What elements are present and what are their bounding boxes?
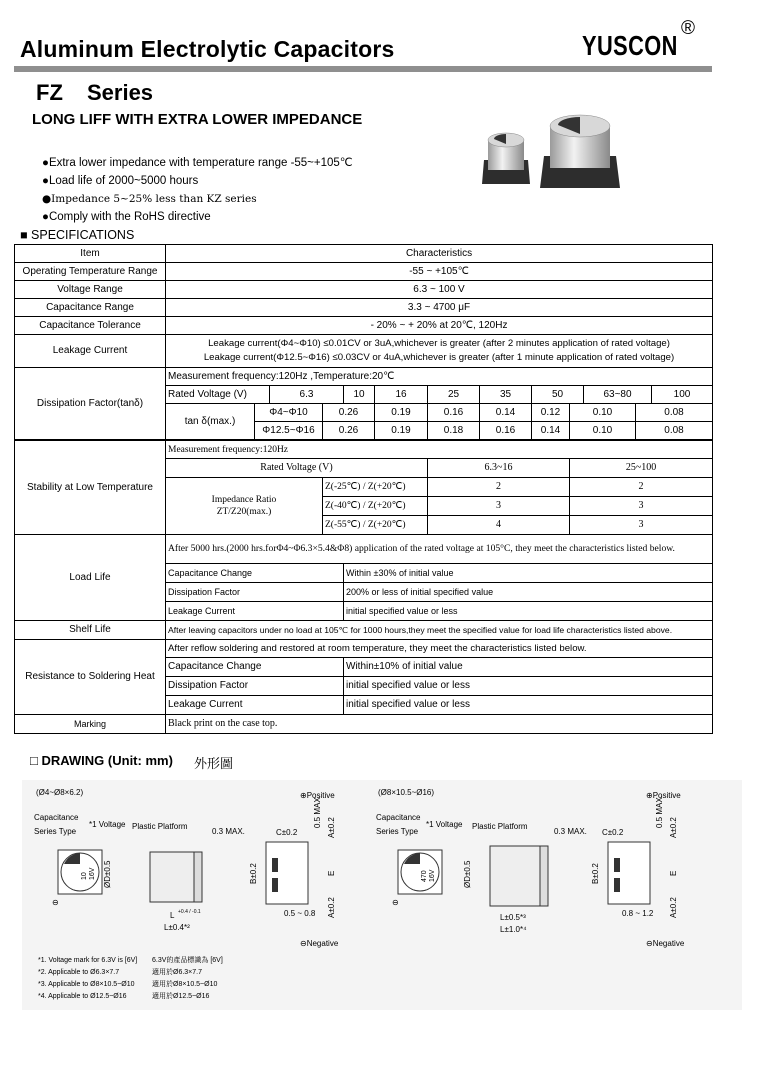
tan-value: 0.16 [480,422,532,441]
tan-value: 0.08 [636,404,713,422]
col-characteristics-header: Characteristics [166,245,713,263]
max03-label: 0.3 MAX. [554,827,587,836]
size-label-left: (Ø4~Ø8×6.2) [36,788,84,797]
stability-measure: Measurement frequency:120Hz [166,440,713,459]
impedance-value: 3 [570,497,713,516]
soldering-row-value: Within±10% of initial value [344,658,713,677]
impedance-value: 3 [570,516,713,535]
voltage-value: 6.3 ~ 100 V [166,281,713,299]
series-subtitle: LONG LIFF WITH EXTRA LOWER IMPEDANCE [32,111,363,128]
rated-voltage-label: Rated Voltage (V) [166,386,270,404]
note-zh: 6.3V的產品標識為 [6V] [152,957,223,964]
positive-label: ⊕Positive [300,791,335,800]
note-zh: 適用於Ø12.5~Ø16 [152,993,210,1000]
l-label-left: L [170,911,175,920]
feature-item: ●Load life of 2000~5000 hours [42,175,199,187]
marking-value: Black print on the case top. [166,715,713,734]
leakage-line-2: Leakage current(Φ12.5~Φ16) ≤0.03CV or 4uA,whichever is greater (after 1 minute application of rated voltage) [203,352,675,363]
registered-mark: ® [681,18,695,39]
dissipation-item: Dissipation Factor(tanδ) [15,368,166,441]
loadlife-row-value: Within ±30% of initial value [344,564,713,583]
terminal-left [272,858,278,872]
leakage-line-1: Leakage current(Φ4~Φ10) ≤0.01CV or 3uA,whichever is greater (after 2 minutes application of rated voltage) [208,338,670,349]
impedance-value: 2 [428,478,570,497]
voltage-label: *1 Voltage [89,820,126,829]
max03-label: 0.3 MAX. [212,827,245,836]
note-en: *2. Applicable to Ø6.3×7.7 [38,969,120,976]
series-title: FZ Series [36,80,154,105]
soldering-row-label: Capacitance Change [166,658,344,677]
cap-mark: 10 [81,872,88,880]
max05-label: 0.5 MAX. [655,795,664,828]
capacitance-value: 3.3 ~ 4700 μF [166,299,713,317]
platform-right [540,846,548,906]
rated-voltage-cell: 35 [480,386,532,404]
tan-value: 0.18 [428,422,480,441]
rated-voltage-cell: 10 [344,386,375,404]
b02-label: B±0.2 [591,863,600,884]
rated-voltage-cell: 16 [375,386,428,404]
note-en: *3. Applicable to Ø8×10.5~Ø10 [38,981,135,988]
tan-value: 0.14 [532,422,570,441]
impedance-value: 2 [570,478,713,497]
terminal-right [614,878,620,892]
platform-label: Plastic Platform [472,822,528,831]
rated-voltage-cell: 63~80 [584,386,652,404]
feature-item: ●Extra lower impedance with temperature range -55~+105℃ [42,157,353,169]
note-zh: 適用於Ø6.3×7.7 [152,969,202,976]
drawing-heading: □ DRAWING (Unit: mm) [30,753,173,768]
size-label-right: (Ø8×10.5~Ø16) [378,788,435,797]
tan-value: 0.19 [375,422,428,441]
max05-label: 0.5 MAX. [313,795,322,828]
l05-label: L±0.5*³ [500,913,526,922]
specifications-table [14,244,713,734]
minus-symbol: ⊖ [52,898,59,907]
feature-item: ●Comply with the RoHS directive [42,211,211,223]
voltage-item: Voltage Range [15,281,166,299]
l04-label: L±0.4*² [164,923,190,932]
rated-voltage-cell: 50 [532,386,584,404]
loadlife-desc: After 5000 hrs.(2000 hrs.forΦ4~Φ6.3×5.4&Φ8) application of the rated voltage at 105°C, they meet the characteristics listed below. [166,535,713,564]
impedance-ratio-line-2: ZT/Z20(max.) [216,507,272,517]
tolerance-item: Capacitance Tolerance [15,317,166,335]
capacitance-label: Capacitance [34,813,79,822]
rated-voltage-cell: 100 [652,386,713,404]
terminal-right [614,858,620,872]
tan-value: 0.26 [323,404,375,422]
e-label: E [327,870,336,876]
c02-label: C±0.2 [602,828,624,837]
stability-range-2: 25~100 [570,459,713,478]
note-en: *4. Applicable to Ø12.5~Ø16 [38,993,127,1000]
soldering-row-value: initial specified value or less [344,696,713,715]
stability-range-1: 6.3~16 [428,459,570,478]
dissipation-measure: Measurement frequency:120Hz ,Temperature:20℃ [166,368,713,386]
impedance-ratio-line-1: Impedance Ratio [211,495,277,505]
feature-list [42,154,353,226]
impedance-ratio-label [166,478,323,535]
soldering-row-label: Dissipation Factor [166,677,344,696]
page-title: Aluminum Electrolytic Capacitors [20,36,395,62]
temp-value: -55 ~ +105℃ [166,263,713,281]
range-left: 0.5 ~ 0.8 [284,909,316,918]
bottom-view-right [608,842,650,904]
size-range-2: Φ12.5~Φ16 [255,422,323,441]
tan-value: 0.10 [570,422,636,441]
loadlife-item: Load Life [15,535,166,621]
impedance-value: 3 [428,497,570,516]
rated-voltage-cell: 25 [428,386,480,404]
leakage-value [166,335,713,368]
rated-voltage-cell: 6.3 [270,386,344,404]
capacitance-label: Capacitance [376,813,421,822]
loadlife-row-label: Capacitance Change [166,564,344,583]
voltage-label: *1 Voltage [426,820,463,829]
feature-item: ●Impedance 5~25% less than KZ series [42,193,257,205]
positive-label: ⊕Positive [646,791,681,800]
shelf-value: After leaving capacitors under no load at 105℃ for 1000 hours,they meet the specified value for load life characteristics listed above. [166,621,713,640]
a02-label: A±0.2 [327,817,336,838]
loadlife-row-label: Leakage Current [166,602,344,621]
tan-value: 0.08 [636,422,713,441]
d05-label: ØD±0.5 [463,860,472,888]
l-tolerance-left: +0.4 / -0.1 [178,909,201,915]
stability-rated-label: Rated Voltage (V) [166,459,428,478]
soldering-item: Resistance to Soldering Heat [15,640,166,715]
cap-mark: 16V [89,867,96,880]
cap-mark: 16V [429,869,436,882]
specifications-heading: ■ SPECIFICATIONS [20,228,135,242]
loadlife-row-value: initial specified value or less [344,602,713,621]
soldering-row-label: Leakage Current [166,696,344,715]
tan-value: 0.12 [532,404,570,422]
loadlife-row-value: 200% or less of initial specified value [344,583,713,602]
tan-delta-label: tan δ(max.) [166,404,255,441]
impedance-condition: Z(-40℃) / Z(+20℃) [323,497,428,516]
tan-value: 0.10 [570,404,636,422]
tan-value: 0.19 [375,404,428,422]
impedance-condition: Z(-25℃) / Z(+20℃) [323,478,428,497]
dimension-drawing [22,780,742,1010]
side-view-left [150,852,194,902]
col-item-header: Item [15,245,166,263]
temp-item: Operating Temperature Range [15,263,166,281]
tolerance-value: - 20% ~ + 20% at 20℃, 120Hz [166,317,713,335]
d05-label: ØD±0.5 [103,860,112,888]
note-en: *1. Voltage mark for 6.3V is [6V] [38,957,138,964]
l10-label: L±1.0*⁴ [500,925,527,934]
range-right: 0.8 ~ 1.2 [622,909,654,918]
b02-label: B±0.2 [249,863,258,884]
size-range-1: Φ4~Φ10 [255,404,323,422]
terminal-left [272,878,278,892]
tan-value: 0.14 [480,404,532,422]
a02-label: A±0.2 [669,817,678,838]
note-zh: 適用於Ø8×10.5~Ø10 [152,981,218,988]
a02-label: A±0.2 [327,897,336,918]
tan-value: 0.16 [428,404,480,422]
platform-left [194,852,202,902]
side-view-right [490,846,540,906]
soldering-desc: After reflow soldering and restored at room temperature, they meet the characteristics listed below. [166,640,713,658]
series-type-label: Series Type [34,827,77,836]
cap-mark: 470 [421,870,428,882]
tan-value: 0.26 [323,422,375,441]
capacitor-photo [478,108,628,194]
stability-item: Stability at Low Temperature [15,440,166,535]
impedance-value: 4 [428,516,570,535]
brand-logo: YUSCON [582,30,678,61]
leakage-item: Leakage Current [15,335,166,368]
minus-symbol: ⊖ [392,898,399,907]
negative-label: ⊖Negative [646,939,685,948]
c02-label: C±0.2 [276,828,298,837]
bottom-view-left [266,842,308,904]
a02-label: A±0.2 [669,897,678,918]
marking-item: Marking [15,715,166,734]
series-type-label: Series Type [376,827,419,836]
drawing-heading-zh: 外形圖 [194,756,234,771]
impedance-condition: Z(-55℃) / Z(+20℃) [323,516,428,535]
negative-label: ⊖Negative [300,939,339,948]
shelf-item: Shelf Life [15,621,166,640]
platform-label: Plastic Platform [132,822,188,831]
header-rule [14,66,712,72]
loadlife-row-label: Dissipation Factor [166,583,344,602]
e-label: E [669,870,678,876]
soldering-row-value: initial specified value or less [344,677,713,696]
capacitance-item: Capacitance Range [15,299,166,317]
